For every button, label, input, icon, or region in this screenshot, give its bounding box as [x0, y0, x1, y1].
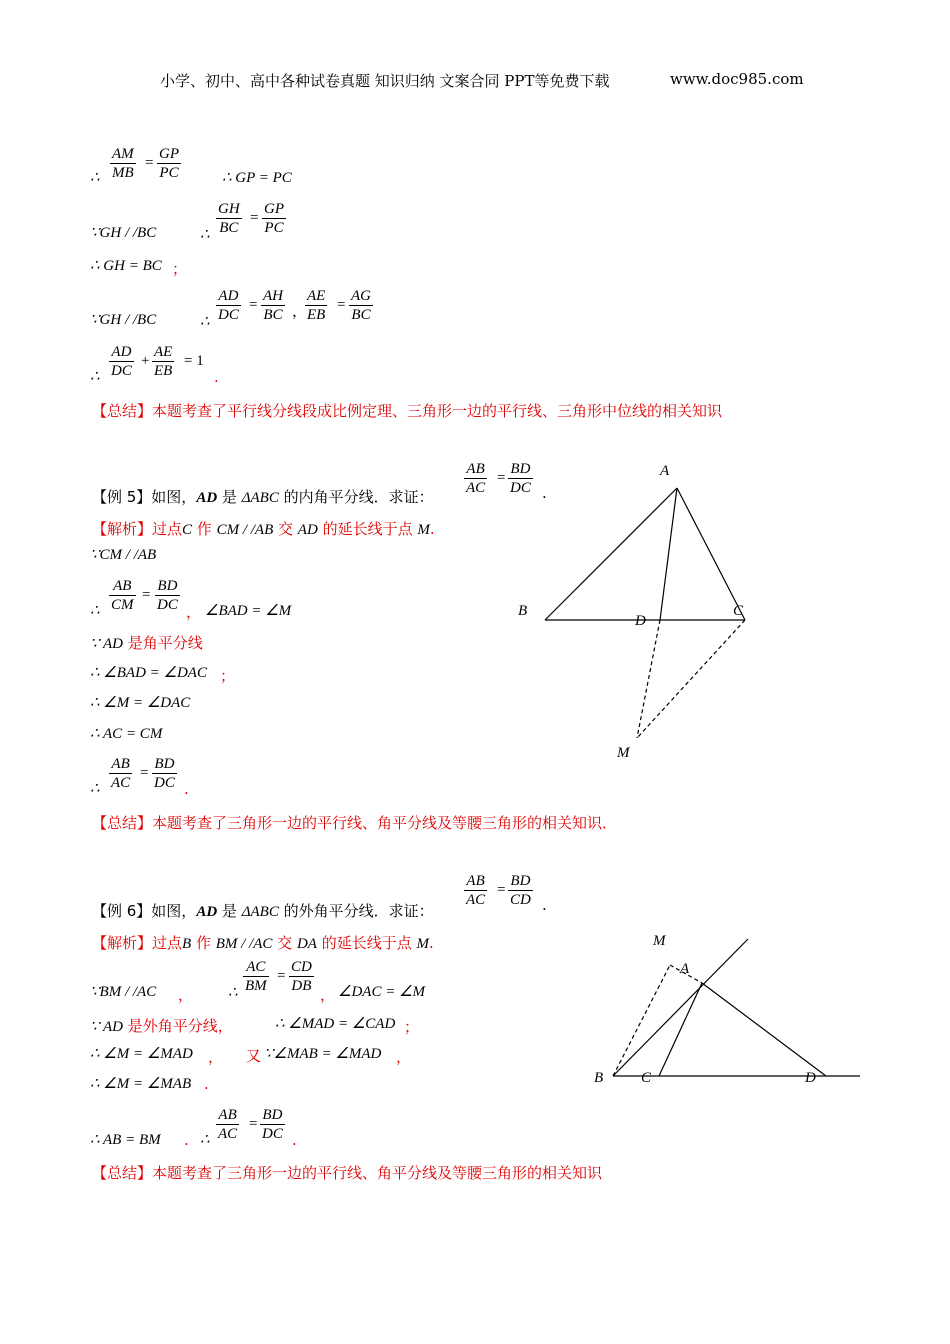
- because-bm-ac: ∵BM / /AC: [90, 984, 157, 1000]
- segment-cm-dashed: [637, 620, 745, 738]
- angle-mad-cad: ∴ ∠MAD = ∠CAD: [275, 1016, 396, 1032]
- label-c: C: [641, 1070, 652, 1086]
- fraction: $\frac{AD}{DC}$: [218, 288, 239, 323]
- equals-sign: =: [497, 470, 506, 486]
- segment-bm-dashed: [613, 965, 670, 1076]
- equals-sign: =: [249, 1116, 258, 1132]
- fraction: $\frac{GP}{PC}$: [159, 146, 179, 181]
- gh-equals-bc: ∴ GH = BC: [90, 258, 162, 274]
- figure-example6: [585, 925, 870, 1095]
- fraction: $\frac{AM}{MB}$: [112, 146, 134, 181]
- equals-sign: =: [337, 297, 346, 313]
- because-ad-bisector: ∵ AD 是角平分线: [90, 634, 203, 652]
- ac-equals-cm: ∴ AC = CM: [90, 726, 163, 742]
- therefore-sign: ∴: [90, 603, 100, 619]
- segment-dm-dashed: [637, 620, 660, 738]
- fraction: $\frac{AG}{BC}$: [351, 288, 371, 323]
- therefore-sign: ∴: [200, 227, 210, 243]
- fraction: $\frac{BD}{CD}$: [510, 873, 531, 908]
- label-c: C: [733, 603, 744, 619]
- example5-solution-intro: 【解析】过点C 作 CM / /AB 交 AD 的延长线于点 M.: [92, 520, 435, 538]
- fraction: $\frac{AB}{AC}$: [466, 873, 486, 908]
- segment-ac: [659, 983, 702, 1076]
- therefore-sign: ∴: [200, 314, 210, 330]
- fraction: $\frac{BD}{DC}$: [154, 756, 175, 791]
- label-a: A: [660, 463, 670, 479]
- equals-sign: =: [142, 587, 151, 603]
- fraction: $\frac{AC}{BM}$: [245, 959, 267, 994]
- semicolon: ；: [220, 667, 236, 685]
- also-label: 又: [246, 1047, 262, 1065]
- equals-sign: =: [250, 210, 259, 226]
- because-ad-external-bisector: ∵ AD 是外角平分线，: [90, 1017, 233, 1035]
- equals-sign: =: [249, 297, 258, 313]
- label-a: A: [680, 961, 690, 977]
- fraction: $\frac{GP}{PC}$: [264, 201, 284, 236]
- comma: ，: [320, 986, 336, 1004]
- period: .: [542, 896, 547, 914]
- segment-ad: [660, 488, 677, 620]
- therefore-sign: ∴: [90, 369, 100, 385]
- therefore-sign: ∴: [200, 1132, 210, 1148]
- equals-sign: =: [277, 968, 286, 984]
- therefore-sign: ∴: [90, 781, 100, 797]
- fraction: $\frac{AB}{AC}$: [466, 461, 486, 496]
- angle-dac-m: ∠DAC = ∠M: [338, 984, 426, 1000]
- label-d: D: [805, 1070, 816, 1086]
- equals-sign: =: [497, 882, 506, 898]
- therefore-sign: ∴: [90, 170, 100, 186]
- because-gh-bc: ∵GH / /BC: [90, 225, 157, 241]
- because-cm-ab: ∵CM / /AB: [90, 547, 157, 563]
- equals-sign: =: [145, 155, 154, 171]
- comma: ，: [208, 1048, 224, 1066]
- comma: ，: [186, 603, 202, 621]
- line-ba-extended: [613, 939, 748, 1076]
- comma: ，: [292, 302, 308, 320]
- angle-bad-dac: ∴ ∠BAD = ∠DAC: [90, 665, 207, 681]
- label-m: M: [617, 745, 630, 761]
- therefore-sign: ∴: [228, 985, 238, 1001]
- angle-m-dac: ∴ ∠M = ∠DAC: [90, 695, 191, 711]
- plus-sign: +: [141, 353, 150, 369]
- fraction: $\frac{CD}{DB}$: [291, 959, 312, 994]
- semicolon: ；: [404, 1018, 420, 1036]
- angle-mab-mad: ∵∠MAB = ∠MAD: [264, 1046, 382, 1062]
- comma: ，: [396, 1048, 412, 1066]
- fraction: $\frac{AD}{DC}$: [111, 344, 132, 379]
- period: .: [292, 1131, 297, 1149]
- equals-sign: =: [140, 765, 149, 781]
- fraction: $\frac{AE}{EB}$: [154, 344, 173, 379]
- segment-ad: [702, 983, 826, 1076]
- fraction: $\frac{AB}{CM}$: [111, 578, 134, 613]
- period: .: [542, 484, 547, 502]
- fraction: $\frac{AB}{AC}$: [111, 756, 131, 791]
- figure-example5: [500, 455, 780, 775]
- summary-example6: 【总结】本题考查了三角形一边的平行线、角平分线及等腰三角形的相关知识: [92, 1164, 603, 1182]
- fraction: $\frac{BD}{DC}$: [510, 461, 531, 496]
- result-gp-pc: ∴ GP = PC: [222, 170, 292, 186]
- label-b: B: [594, 1070, 604, 1086]
- segment-ab: [545, 488, 677, 620]
- example6-title: 【例 6】如图，AD 是 ΔABC 的外角平分线．求证：: [92, 902, 434, 920]
- period: .: [184, 1131, 189, 1149]
- summary-example5: 【总结】本题考查了三角形一边的平行线、角平分线及等腰三角形的相关知识．: [92, 814, 618, 832]
- fraction: $\frac{GH}{BC}$: [218, 201, 240, 236]
- example6-solution-intro: 【解析】过点B 作 BM / /AC 交 DA 的延长线于点 M.: [92, 934, 434, 952]
- example5-title: 【例 5】如图，AD 是 ΔABC 的内角平分线．求证：: [92, 488, 434, 506]
- semicolon: ；: [172, 260, 188, 278]
- period: .: [204, 1075, 209, 1093]
- equals-one: = 1: [184, 353, 204, 369]
- angle-m-mab: ∴ ∠M = ∠MAB: [90, 1076, 192, 1092]
- fraction: $\frac{BD}{DC}$: [157, 578, 178, 613]
- fraction: $\frac{AE}{EB}$: [307, 288, 326, 323]
- summary-1: 【总结】本题考查了平行线分线段成比例定理、三角形一边的平行线、三角形中位线的相关知识: [92, 402, 723, 420]
- period: .: [214, 368, 219, 386]
- angle-m-mad: ∴ ∠M = ∠MAD: [90, 1046, 193, 1062]
- ab-equals-bm: ∴ AB = BM: [90, 1132, 161, 1148]
- header-right[interactable]: www.doc985.com: [670, 70, 804, 88]
- fraction: $\frac{AH}{BC}$: [263, 288, 283, 323]
- label-m: M: [653, 933, 666, 949]
- segment-ac: [677, 488, 745, 620]
- period: .: [184, 780, 189, 798]
- header-left: 小学、初中、高中各种试卷真题 知识归纳 文案合同 PPT等免费下载: [160, 72, 610, 90]
- because-gh-bc: ∵GH / /BC: [90, 312, 157, 328]
- angle-bad-m: ∠BAD = ∠M: [205, 603, 292, 619]
- fraction: $\frac{BD}{DC}$: [262, 1107, 283, 1142]
- comma: ，: [178, 986, 194, 1004]
- label-d: D: [635, 613, 646, 629]
- label-b: B: [518, 603, 528, 619]
- fraction: $\frac{AB}{AC}$: [218, 1107, 238, 1142]
